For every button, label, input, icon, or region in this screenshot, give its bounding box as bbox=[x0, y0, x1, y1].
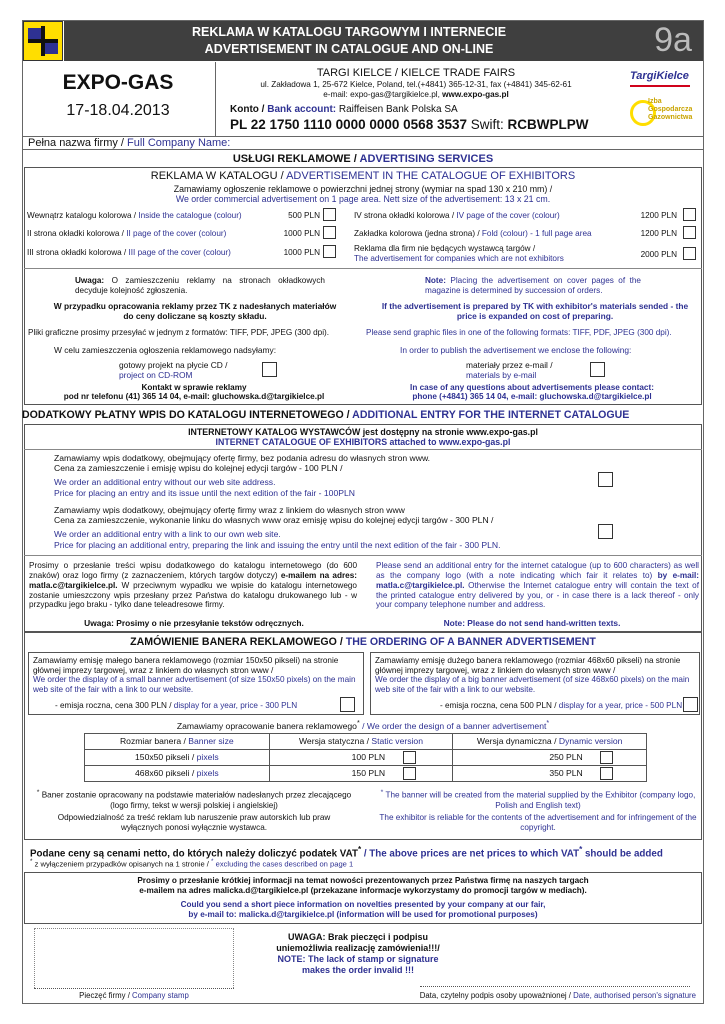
vertical-divider bbox=[215, 62, 216, 136]
cd-option-pl: gotowy projekt na płycie CD / bbox=[119, 360, 228, 370]
large-banner-price bbox=[440, 701, 682, 711]
option-non-exhibitor-pl: Reklama dla firm nie będących wystawcą targów / bbox=[354, 244, 536, 253]
row-dynamic-small-price: 250 PLN bbox=[549, 752, 583, 762]
option-fold-price: 1200 PLN bbox=[640, 229, 677, 238]
large-banner-en: We order the display of a big banner advertisement (of size 468x60 pixels) on the main web site of the fair with a link to our website. bbox=[375, 675, 690, 694]
option-fold-pl: Zakładka kolorowa (jedna strona) / bbox=[354, 229, 482, 238]
targi-logo-text: TargiKielce bbox=[630, 70, 689, 82]
internet-sub-en: INTERNET CATALOGUE OF EXHIBITORS attached to www.expo-gas.pl bbox=[215, 437, 511, 447]
option-cover-iii-checkbox[interactable] bbox=[323, 245, 336, 258]
internet-sub-divider bbox=[24, 449, 702, 450]
cd-option-en: project on CD-ROM bbox=[119, 370, 193, 380]
catalogue-title-pl: REKLAMA W KATALOGU / bbox=[150, 170, 287, 182]
bank-name: Raiffeisen Bank Polska SA bbox=[336, 104, 458, 115]
novelty-en-1: Could you send a short piece information on novelties presented by your company at our fair, bbox=[180, 900, 546, 909]
option-fold-checkbox[interactable] bbox=[683, 226, 696, 239]
table-row bbox=[85, 750, 647, 766]
formats-pl: Pliki graficzne prosimy przesyłać w jednym z formatów: TIFF, PDF, JPEG (300 dpi). bbox=[28, 328, 330, 337]
row-size-small-en: pixels bbox=[196, 752, 219, 763]
cover-note-pl-text: O zamieszczeniu reklamy na stronach okładkowych decyduje kolejność zgłoszenia. bbox=[75, 276, 325, 295]
entry-no-link-en-2: Price for placing an entry and its issue until the next edition of the fair - 100PLN bbox=[54, 488, 355, 498]
vat-note-en-end: should be added bbox=[582, 848, 663, 860]
tk-note-pl: W przypadku opracowania reklamy przez TK z nadesłanych materiałów do ceny doliczane są koszty składu. bbox=[53, 301, 337, 322]
account-label-pl: Konto / bbox=[230, 104, 268, 115]
row-dynamic-small bbox=[453, 750, 647, 766]
vat-note: Podane ceny są cenami netto, do których należy doliczyć podatek VAT* / The above prices are net prices to which VAT* should be added bbox=[30, 845, 663, 860]
header-size-en: Banner size bbox=[188, 736, 234, 747]
contact-en-2: phone (+4841) 365 14 04, e-mail: gluchowska.d@targikielce.pl bbox=[412, 392, 652, 401]
catalogue-title-en: ADVERTISEMENT IN THE CATALOGUE OF EXHIBITORS bbox=[286, 170, 576, 182]
stamp-caption-pl: Pieczęć firmy / bbox=[79, 991, 133, 1000]
header-dynamic-en: Dynamic version bbox=[558, 736, 623, 747]
organizer-name: TARGI KIELCE / KIELCE TRADE FAIRS bbox=[316, 67, 516, 79]
table-header-size bbox=[85, 734, 270, 750]
large-banner-pl: Zamawiamy emisję dużego banera reklamowego (rozmiar 468x60 pikseli) na stronie głównej imprezy targowej, wraz z linkiem do własnych stron www / bbox=[375, 656, 681, 675]
option-cover-iv-price: 1200 PLN bbox=[640, 211, 677, 220]
dynamic-small-checkbox[interactable] bbox=[600, 751, 613, 764]
header-dynamic-pl: Wersja dynamiczna / bbox=[476, 736, 559, 747]
publish-pl: W celu zamieszczenia ogłoszenia reklamowego nadsyłamy: bbox=[54, 345, 277, 355]
option-inside-price: 500 PLN bbox=[288, 211, 320, 220]
send-entry-pl-a: Prosimy o przesłanie treści wpisu dodatkowego do katalogu internetowego (do 600 znaków) oraz logo firmy (z zaznaczeniem, których targów dotyczy) bbox=[29, 561, 357, 580]
organizer-address: ul. Zakładowa 1, 25-672 Kielce, Poland, tel.(+4841) 365-12-31, fax (+4841) 345-62-61 bbox=[260, 80, 572, 89]
send-entry-pl bbox=[29, 561, 357, 610]
email-option-en: materials by e-mail bbox=[466, 370, 537, 380]
contact-pl-1: Kontakt w sprawie reklamy bbox=[141, 383, 247, 392]
small-banner-pl: Zamawiamy emisję małego banera reklamowego (rozmiar 150x50 pikseli) na stronie głównej imprezy targowej, wraz z linkiem do własnych stron www / bbox=[33, 656, 339, 675]
stamp-warning-en-1: NOTE: The lack of stamp or signature bbox=[277, 954, 439, 964]
signature-caption bbox=[380, 991, 696, 1000]
large-banner-price-en: display for a year, price - 500 PLN bbox=[558, 701, 683, 710]
responsibility-pl: Odpowiedzialność za treść reklam lub naruszenie praw autorskich lub praw wyłącznych ponosi wyłącznie wystawca. bbox=[57, 813, 331, 832]
fair-logo bbox=[23, 21, 63, 61]
row-size-small-pl: 150x50 pikseli / bbox=[135, 752, 197, 763]
izba-logo-text: Izba Gospodarcza Gazownictwa bbox=[648, 98, 693, 122]
option-cover-ii bbox=[27, 229, 226, 239]
targi-logo-underline bbox=[630, 85, 690, 87]
email-option-checkbox[interactable] bbox=[590, 362, 605, 377]
catalogue-title bbox=[24, 170, 702, 183]
cover-note-en-label: Note: bbox=[425, 276, 446, 285]
event-dates: 17-18.04.2013 bbox=[66, 102, 170, 119]
company-name-field[interactable] bbox=[225, 138, 700, 149]
option-cover-ii-en: II page of the cover (colour) bbox=[126, 229, 227, 238]
option-cover-iv-en: IV page of the cover (colour) bbox=[456, 211, 560, 220]
send-entry-en-email: by e-mail: matla.c@targikielce.pl. bbox=[376, 570, 699, 590]
send-entry-pl-email: e-mailem na adres: matla.c@targikielce.pl. bbox=[29, 570, 357, 590]
iban: PL 22 1750 1110 0000 0000 0568 3537 bbox=[230, 117, 467, 132]
entry-no-link-en-1: We order an additional entry without our web site address. bbox=[54, 477, 276, 487]
stamp-warning-en-2: makes the order invalid !!! bbox=[301, 965, 415, 975]
table-header-row bbox=[85, 734, 647, 750]
entry-link-pl-2: Cena za zamieszczenie, wykonanie linku do własnych www oraz emisję wpisu do kolejnej edycji targów - 300 PLN / bbox=[54, 515, 494, 525]
row-static-large-price: 150 PLN bbox=[351, 768, 386, 778]
stamp-caption bbox=[34, 991, 234, 1000]
catalogue-order-en: We order commercial advertisement on 1 page area. Nett size of the advertisement: 13 x 21 cm. bbox=[175, 194, 551, 204]
vat-footnote-pl: z wyłączeniem przypadków opisanych na 1 stronie / bbox=[32, 859, 212, 869]
signature-caption-en: Date, authorised person's signature bbox=[573, 991, 696, 1000]
banner-design-en: / We order the design of a banner advertisement bbox=[359, 720, 547, 731]
table-header-dynamic bbox=[453, 734, 647, 750]
internet-title bbox=[22, 409, 704, 422]
vat-footnote-en: excluding the cases described on page 1 bbox=[215, 859, 354, 869]
publish-en: In order to publish the advertisement we enclose the following: bbox=[400, 345, 632, 355]
vat-note-en: / The above prices are net prices to which VAT bbox=[361, 848, 580, 860]
row-size-large-en: pixels bbox=[196, 768, 219, 779]
banner-footnote-pl-text: Baner zostanie opracowany na podstawie materiałów nadesłanych przez zlecającego (logo firmy, tekst w wersji polskiej i angielskiej) bbox=[41, 790, 352, 810]
handwritten-warning-en: Note: Please do not send hand-written texts. bbox=[443, 618, 621, 628]
contact-en-1: In case of any questions about advertisements please contact: bbox=[410, 383, 654, 392]
banner-title-en: THE ORDERING OF A BANNER ADVERTISEMENT bbox=[345, 636, 596, 648]
banner-footnote-pl: * Baner zostanie opracowany na podstawie materiałów nadesłanych przez zlecającego (logo firmy, tekst w wersji polskiej i angielskiej) bbox=[36, 789, 352, 810]
contact-pl-2: pod nr telefonu (41) 365 14 04, e-mail: gluchowska.d@targikielce.pl bbox=[63, 392, 325, 401]
stamp-line bbox=[34, 988, 234, 989]
header-static-en: Static version bbox=[371, 736, 423, 747]
izba-logo bbox=[630, 96, 700, 134]
stamp-caption-en: Company stamp bbox=[132, 991, 189, 1000]
email-option-pl: materiały przez e-mail / bbox=[466, 360, 553, 370]
static-small-checkbox[interactable] bbox=[403, 751, 416, 764]
row-dynamic-large bbox=[453, 766, 647, 782]
header-static-pl: Wersja statyczna / bbox=[298, 736, 372, 747]
option-cover-iv bbox=[354, 211, 560, 221]
banner-footnote-en-text: The banner will be created from the material supplied by the Exhibitor (company logo, Polish and English text) bbox=[385, 790, 696, 810]
small-banner-price bbox=[55, 701, 297, 711]
cover-note-pl bbox=[75, 276, 325, 296]
option-cover-iii-en: III page of the cover (colour) bbox=[128, 248, 231, 257]
banner-title bbox=[24, 636, 702, 649]
header-title-en: ADVERTISEMENT IN CATALOGUE AND ON-LINE bbox=[204, 42, 494, 56]
vat-footnote: * z wyłączeniem przypadków opisanych na 1 stronie / * excluding the cases described on page 1 bbox=[30, 858, 354, 869]
novelty-en-2: by e-mail to: malicka.d@targikielce.pl (information will be used for promotional purposes) bbox=[188, 910, 538, 919]
signature-line[interactable] bbox=[420, 986, 690, 987]
iban-line bbox=[230, 117, 589, 133]
responsibility-en: The exhibitor is reliable for the contents of the advertisement and for infringement of the copyright. bbox=[379, 813, 697, 832]
row-static-small-price: 100 PLN bbox=[351, 752, 386, 762]
send-entry-en-a: Please send an additional entry for the internet catalogue (up to 600 characters) as well as the company logo (with a note indicating which fair it relates to) bbox=[376, 561, 699, 580]
services-title bbox=[22, 153, 704, 166]
row-size-large-pl: 468x60 pikseli / bbox=[135, 768, 197, 779]
option-cover-ii-price: 1000 PLN bbox=[283, 229, 320, 238]
services-title-pl: USŁUGI REKLAMOWE / bbox=[232, 153, 360, 165]
option-non-exhibitor-checkbox[interactable] bbox=[683, 247, 696, 260]
row-dynamic-large-price: 350 PLN bbox=[549, 768, 583, 778]
small-banner-price-pl: - emisja roczna, cena 300 PLN / bbox=[55, 701, 174, 710]
services-title-en: ADVERTISING SERVICES bbox=[359, 153, 494, 165]
small-banner-en: We order the display of a small banner advertisement (of size 150x50 pixels) on the main web site of the fair with a link to our website. bbox=[33, 675, 356, 694]
catalogue-divider bbox=[24, 268, 702, 269]
banner-design-table bbox=[84, 733, 647, 782]
option-cover-iv-checkbox[interactable] bbox=[683, 208, 696, 221]
option-inside-en: Inside the catalogue (colour) bbox=[138, 211, 242, 220]
entry-no-link-pl-2: Cena za zamieszczenie i emisję wpisu do kolejnej edycji targów - 100 PLN / bbox=[54, 463, 343, 473]
bank-account bbox=[230, 104, 458, 116]
formats-en: Please send graphic files in one of the following formats: TIFF, PDF, JPEG (300 dpi). bbox=[366, 328, 672, 337]
option-inside bbox=[27, 211, 242, 221]
tk-note-en: If the advertisement is prepared by TK with exhibitor's materials sended - the price is expanded on cost of preparing. bbox=[381, 301, 689, 322]
banner-title-pl: ZAMÓWIENIE BANERA REKLAMOWEGO / bbox=[130, 636, 346, 648]
static-large-checkbox[interactable] bbox=[403, 767, 416, 780]
option-non-exhibitor-en: The advertisement for companies which are not exhibitors bbox=[354, 254, 564, 263]
organizer-contact bbox=[218, 90, 614, 100]
option-cover-iv-pl: IV strona okładki kolorowa / bbox=[354, 211, 457, 220]
header-size-pl: Rozmiar banera / bbox=[119, 736, 189, 747]
table-header-static bbox=[269, 734, 453, 750]
organizer-email: e-mail: expo-gas@targikielce.pl, bbox=[323, 90, 443, 99]
option-fold-en: Fold (colour) - 1 full page area bbox=[481, 229, 592, 238]
entry-link-checkbox[interactable] bbox=[598, 524, 613, 539]
dynamic-large-checkbox[interactable] bbox=[600, 767, 613, 780]
option-inside-checkbox[interactable] bbox=[323, 208, 336, 221]
option-fold bbox=[354, 229, 592, 239]
option-cover-ii-checkbox[interactable] bbox=[323, 226, 336, 239]
entry-link-en-1: We order an additional entry with a link to our own web site. bbox=[54, 529, 281, 539]
small-banner-checkbox[interactable] bbox=[340, 697, 355, 712]
stamp-warning-pl-1: UWAGA: Brak pieczęci i podpisu bbox=[287, 932, 429, 942]
vat-note-pl: Podane ceny są cenami netto, do których należy doliczyć podatek VAT bbox=[30, 848, 358, 860]
send-entry-en-c: Otherwise the Internet catalogue entry will contain the text of the printed catalogue entry delivered by you, or - in case there is a lack thereof - only your company telephone number and address. bbox=[376, 580, 699, 610]
targi-kielce-logo bbox=[630, 70, 700, 92]
entry-no-link-checkbox[interactable] bbox=[598, 472, 613, 487]
option-cover-iii bbox=[27, 248, 231, 258]
small-banner-price-en: display for a year, price - 300 PLN bbox=[173, 701, 298, 710]
swift-code: RCBWPLPW bbox=[507, 117, 589, 132]
novelty-pl-1: Prosimy o przesłanie krótkiej informacji na temat nowości prezentowanych przez Państwa firmę na naszych targach bbox=[137, 876, 589, 885]
option-cover-iii-pl: III strona okładki kolorowa / bbox=[27, 248, 129, 257]
option-cover-iii-price: 1000 PLN bbox=[283, 248, 320, 257]
header-bar bbox=[64, 21, 703, 61]
internet-send-divider bbox=[24, 555, 702, 556]
cover-note-en bbox=[425, 276, 641, 296]
banner-footnote-en: * The banner will be created from the material supplied by the Exhibitor (company logo, Polish and English text) bbox=[380, 789, 696, 810]
cd-option-checkbox[interactable] bbox=[262, 362, 277, 377]
row-static-small bbox=[269, 750, 453, 766]
send-entry-en bbox=[376, 561, 699, 610]
cover-note-pl-label: Uwaga: bbox=[75, 276, 105, 285]
large-banner-price-pl: - emisja roczna, cena 500 PLN / bbox=[440, 701, 559, 710]
stamp-warning-pl-2: uniemożliwia realizację zamówienia!!!/ bbox=[276, 943, 440, 953]
cover-note-en-text: Placing the advertisement on cover pages of the magazine is determined by succession of orders. bbox=[425, 276, 641, 295]
banner-design-line: Zamawiamy opracowanie banera reklamowego* / We order the design of a banner advertisement* bbox=[176, 719, 550, 731]
company-stamp-area[interactable] bbox=[34, 928, 234, 988]
catalogue-order-pl: Zamawiamy ogłoszenie reklamowe o powierzchni jednej strony (wymiar na spad 130 x 210 mm) / bbox=[173, 184, 553, 194]
banner-design-pl: Zamawiamy opracowanie banera reklamowego bbox=[176, 720, 357, 731]
row-size-small bbox=[85, 750, 270, 766]
company-name-label bbox=[28, 137, 230, 150]
header-title-pl: REKLAMA W KATALOGU TARGOWYM I INTERNECIE bbox=[191, 25, 507, 39]
large-banner-checkbox[interactable] bbox=[683, 697, 698, 712]
row-static-large bbox=[269, 766, 453, 782]
internet-sub-pl: INTERNETOWY KATALOG WYSTAWCÓW jest dostępny na stronie www.expo-gas.pl bbox=[188, 427, 538, 437]
signature-caption-pl: Data, czytelny podpis osoby upoważnionej / bbox=[419, 991, 574, 1000]
internet-title-en: ADDITIONAL ENTRY FOR THE INTERNET CATALOGUE bbox=[352, 409, 630, 421]
novelty-pl-2: e-mailem na adres malicka.d@targikielce.pl (przekazane informacje wykorzystamy do promocji targów w mediach). bbox=[139, 886, 587, 895]
entry-no-link-pl-1: Zamawiamy wpis dodatkowy, obejmujący ofertę firmy, bez podania adresu do własnych stron www. bbox=[54, 453, 431, 463]
swift-label: Swift: bbox=[466, 117, 508, 132]
form-number: 9a bbox=[654, 21, 692, 59]
option-non-exhibitor-price: 2000 PLN bbox=[640, 250, 677, 259]
row-size-large bbox=[85, 766, 270, 782]
account-label-en: Bank account: bbox=[267, 104, 337, 115]
organizer-web: www.expo-gas.pl bbox=[442, 90, 509, 99]
company-label-pl: Pełna nazwa firmy / bbox=[28, 137, 128, 149]
table-row bbox=[85, 766, 647, 782]
internet-title-pl: DODATKOWY PŁATNY WPIS DO KATALOGU INTERNETOWEGO / bbox=[22, 409, 353, 421]
option-cover-ii-pl: II strona okładki kolorowa / bbox=[27, 229, 127, 238]
company-label-en: Full Company Name: bbox=[127, 137, 231, 149]
entry-link-pl-1: Zamawiamy wpis dodatkowy, obejmujący ofertę firmy wraz z linkiem do własnych stron www bbox=[54, 505, 405, 515]
entry-link-en-2: Price for placing an additional entry, preparing the link and issuing the entry until the next edition of the fair - 300 PLN. bbox=[54, 540, 501, 550]
option-inside-pl: Wewnątrz katalogu kolorowa / bbox=[27, 211, 139, 220]
event-name: EXPO-GAS bbox=[62, 71, 174, 94]
handwritten-warning-pl: Uwaga: Prosimy o nie przesyłanie tekstów odręcznych. bbox=[84, 618, 304, 628]
send-entry-pl-c: W przeciwnym wypadku we wpisie do katalogu internetowego zostanie umieszczony wpis przesłany przez Państwa do katalogu drukowanego lub - w przypadku jego braku - tylko dane teleadresowe firmy. bbox=[29, 580, 357, 610]
